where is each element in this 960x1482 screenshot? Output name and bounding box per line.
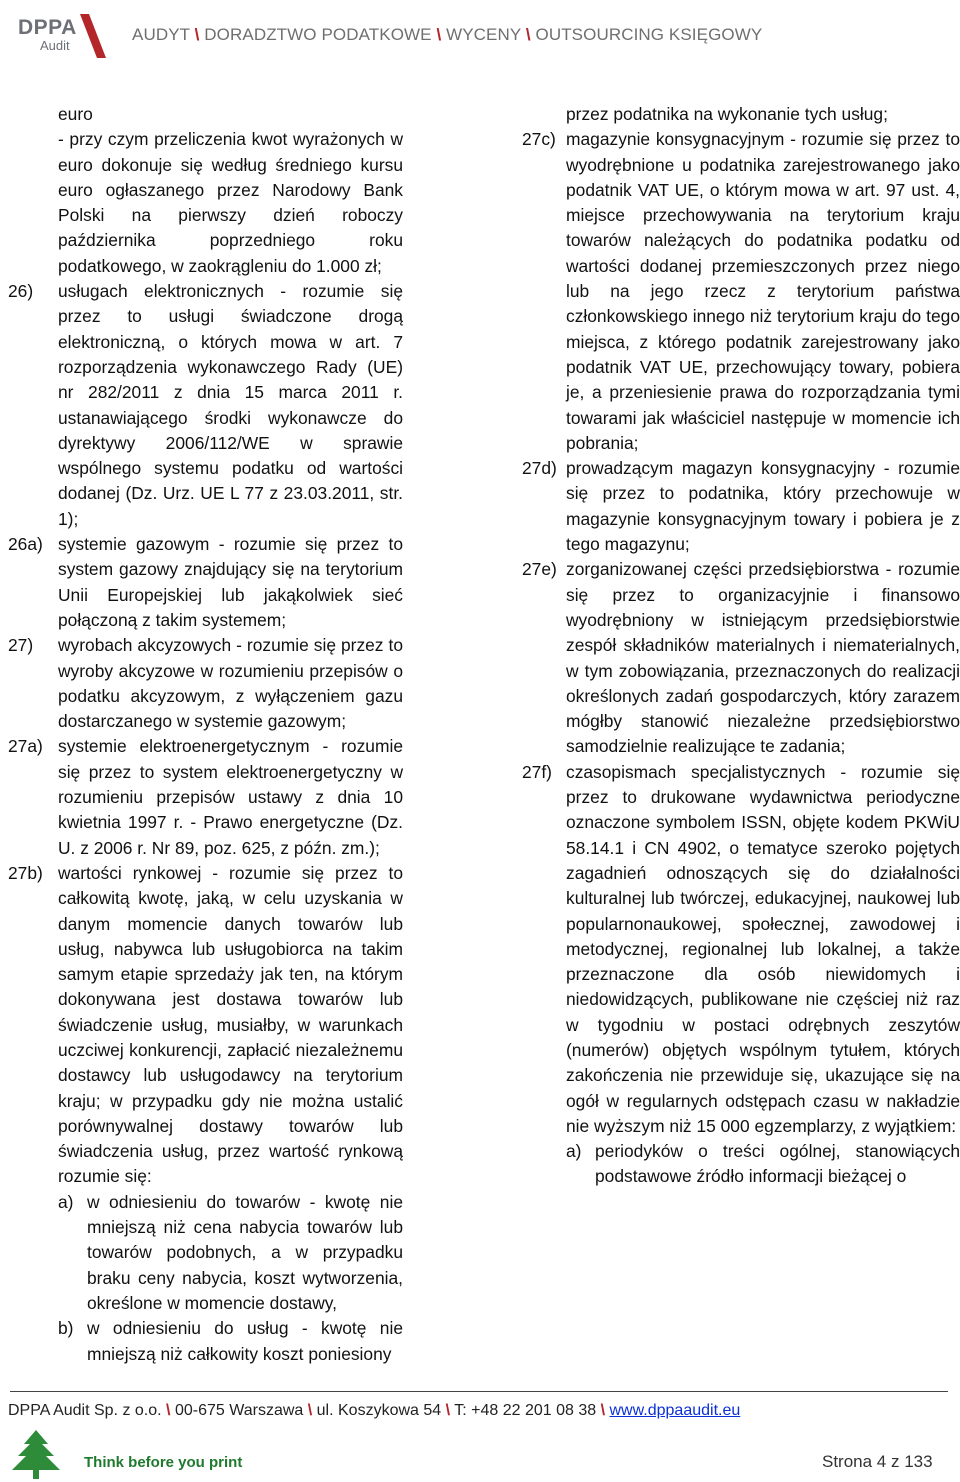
- item-text: czasopismach specjalistycznych - rozumie się przez to drukowane wydawnictwa periodyczne oznaczone symbolem ISSN, objęte kodem PKWiU 58.14.1 i CN 4902, o tematyce szeroko pojętych zagadnień odnoszących się do działalności kulturalnej lub twórczej, edukacyjnej, naukowej lub popularnonaukowej, społecznej, zawodowej i metodycznej, regionalnej lub lokalnej, a także przeznaczone dla osób niewidomych i niedowidzących, publikowane nie częściej niż raz w tygodniu w postaci odrębnych zeszytów (numerów) objętych wspólnym tytułem, których zakończenia nie przewiduje się, ukazujące się na ogół w regularnych odstępach czasu w nakładzie nie wyższym niż 15 000 egzemplarzy, z wyjątkiem:: [566, 761, 960, 1136]
- sub-item: [58, 1190, 403, 1316]
- definition-item: [522, 127, 960, 456]
- separator: \: [436, 25, 442, 44]
- sub-item-number: a): [58, 1191, 74, 1212]
- definition-item: [8, 532, 403, 633]
- item-text: systemie gazowym - rozumie się przez to system gazowy znajdujący się na terytorium Unii Europejskiej lub jakąkolwiek sieć połączoną z takim systemem;: [58, 534, 403, 630]
- sub-item-number: a): [566, 1141, 582, 1162]
- sub-item-text: periodyków o treści ogólnej, stanowiących podstawowe źródło informacji bieżącej o: [595, 1141, 960, 1187]
- definition-item: [8, 633, 403, 734]
- sub-item-number: b): [58, 1318, 74, 1339]
- definition-item: [8, 861, 403, 1367]
- sub-item: [58, 1316, 403, 1367]
- item-text: prowadzącym magazyn konsygnacyjny - rozumie się przez to podatnika, który przechowuje w magazynie konsygnacyjnym towary i pobiera je z tego magazynu;: [566, 458, 960, 555]
- header-services: [132, 25, 762, 45]
- think-before-print-tagline: Think before you print: [84, 1454, 243, 1471]
- separator: \: [194, 25, 200, 44]
- sub-item-text: w odniesieniu do usług - kwotę nie mniejszą niż całkowity koszt poniesiony: [87, 1318, 403, 1364]
- separator: \: [600, 1402, 606, 1419]
- item-number: 26): [8, 281, 34, 302]
- definition-item: [8, 734, 403, 860]
- continued-text: euro: [58, 104, 93, 124]
- item-text: wartości rynkowej - rozumie się przez to całkowitą kwotę, jaką, w celu uzyskania w danym momencie danych towarów lub usług, nabywca lub usługobiorca na takim samym etapie sprzedaży jak ten, na którym dokonywana jest dostawa towarów lub świadczenie usług, musiałby, w warunkach uczciwej konkurencji, zapłacić niezależnemu dostawcy lub usługodawcy na terytorium kraju; w przypadku gdy nie można ustalić porównywalnej dostawy towarów lub świadczenia usług, przez wartość rynkową rozumie się:: [58, 862, 403, 1187]
- left-column: [8, 102, 403, 1367]
- item-text: systemie elektroenergetycznym - rozumie się przez to system elektroenergetyczny w rozumieniu przepisów ustawy z dnia 10 kwietnia 1997 r. - Prawo energetyczne (Dz. U. z 2006 r. Nr 89, poz. 625, z późn. zm.);: [58, 736, 403, 858]
- item-number: 26a): [8, 534, 43, 555]
- sub-item: [566, 1139, 960, 1190]
- page-header: [0, 0, 960, 72]
- item-text: zorganizowanej części przedsiębiorstwa - rozumie się przez to organizacyjnie i finansowo wyodrębniony w istniejącym przedsiębiorstwie zespół składników materialnych i niematerialnych, w tym zobowiązania, przeznaczonych do realizacji określonych zadań gospodarczych, który zarazem mógłby stanowić niezależne przedsiębiorstwo samodzielnie realizujące te zadania;: [566, 559, 960, 757]
- definition-item: [522, 456, 960, 557]
- address: 00-675 Warszawa: [174, 1402, 304, 1419]
- item-text: magazynie konsygnacyjnym - rozumie się przez to wyodrębnione u podatnika zarejestrowanego jako podatnik VAT UE, o którym mowa w art. 97 ust. 4, miejsce przechowywania na terytorium kraju towarów należących do podatnika podatku od wartości dodanej przemieszczonych przez niego lub na jego rzecz z terytorium państwa członkowskiego innego niż terytorium kraju do tego miejsca, z którego podatnik zarejestrowany jako podatnik VAT UE, przechowujący towary, pobiera je, a przeniesienie prawa do rozporządzania tymi towarami jak właściciel następuje w momencie ich pobrania;: [566, 129, 960, 453]
- item-number: 27c): [522, 129, 556, 150]
- item-number: 27): [8, 635, 34, 656]
- page-number: Strona 4 z 133: [822, 1452, 933, 1471]
- continued-text: przez podatnika na wykonanie tych usług;: [566, 104, 888, 124]
- company-logo: DPPA Audit: [18, 14, 100, 54]
- item-text: wyrobach akcyzowych - rozumie się przez to wyroby akcyzowe w rozumieniu przepisów o podatku akcyzowym, z wyłączeniem gazu dostarczanego w systemie gazowym;: [58, 635, 403, 732]
- separator: \: [166, 1402, 171, 1419]
- item-number: 27e): [522, 559, 557, 580]
- website-link[interactable]: www.dppaaudit.eu: [609, 1402, 741, 1419]
- service-tax-advisory: DORADZTWO PODATKOWE: [204, 25, 432, 44]
- separator: \: [525, 25, 531, 44]
- street: ul. Koszykowa 54: [316, 1402, 442, 1419]
- item-body: [566, 760, 960, 1190]
- right-column: [522, 102, 960, 1190]
- separator: \: [445, 1402, 451, 1419]
- continued-text: - przy czym przeliczenia kwot wyrażonych w euro dokonuje się według średniego kursu euro ogłaszanego przez Narodowy Bank Polski na pierwszy dzień roboczy października poprzedniego roku podatkowego, w zaokrągleniu do 1.000 zł;: [58, 129, 403, 276]
- definition-item: [522, 760, 960, 1190]
- service-audit: AUDYT: [132, 25, 190, 44]
- item-number: 27f): [522, 761, 552, 782]
- item-body: [58, 861, 403, 1367]
- item-number: 27a): [8, 736, 43, 757]
- item-number: 27b): [8, 862, 43, 883]
- tree-icon: [6, 1428, 66, 1480]
- definition-item: [8, 279, 403, 532]
- item-number: 27d): [522, 458, 557, 479]
- logo-slash-icon: [78, 14, 108, 58]
- service-valuations: WYCENY: [446, 25, 522, 44]
- footer-divider: [10, 1391, 948, 1392]
- service-outsourcing: OUTSOURCING KSIĘGOWY: [535, 25, 763, 44]
- item-text: usługach elektronicznych - rozumie się przez to usługi świadczone drogą elektroniczną, o których mowa w art. 7 rozporządzenia wykonawczego Rady (UE) nr 282/2011 z dnia 15 marca 2011 r. ustanawiającego środki wykonawcze do dyrektywy 2006/112/WE w sprawie wspólnego systemu podatku od wartości dodanej (Dz. Urz. UE L 77 z 23.03.2011, str. 1);: [58, 281, 403, 529]
- definition-item: [522, 557, 960, 759]
- phone: T: +48 22 201 08 38: [454, 1402, 597, 1419]
- sub-item-text: w odniesieniu do towarów - kwotę nie mniejszą niż cena nabycia towarów lub towarów podobnych, a w przypadku braku ceny nabycia, koszt wytworzenia, określone w momencie dostawy,: [87, 1191, 403, 1313]
- separator: \: [307, 1402, 313, 1419]
- company-name: DPPA Audit Sp. z o.o.: [8, 1402, 162, 1419]
- footer-contact: [8, 1402, 740, 1420]
